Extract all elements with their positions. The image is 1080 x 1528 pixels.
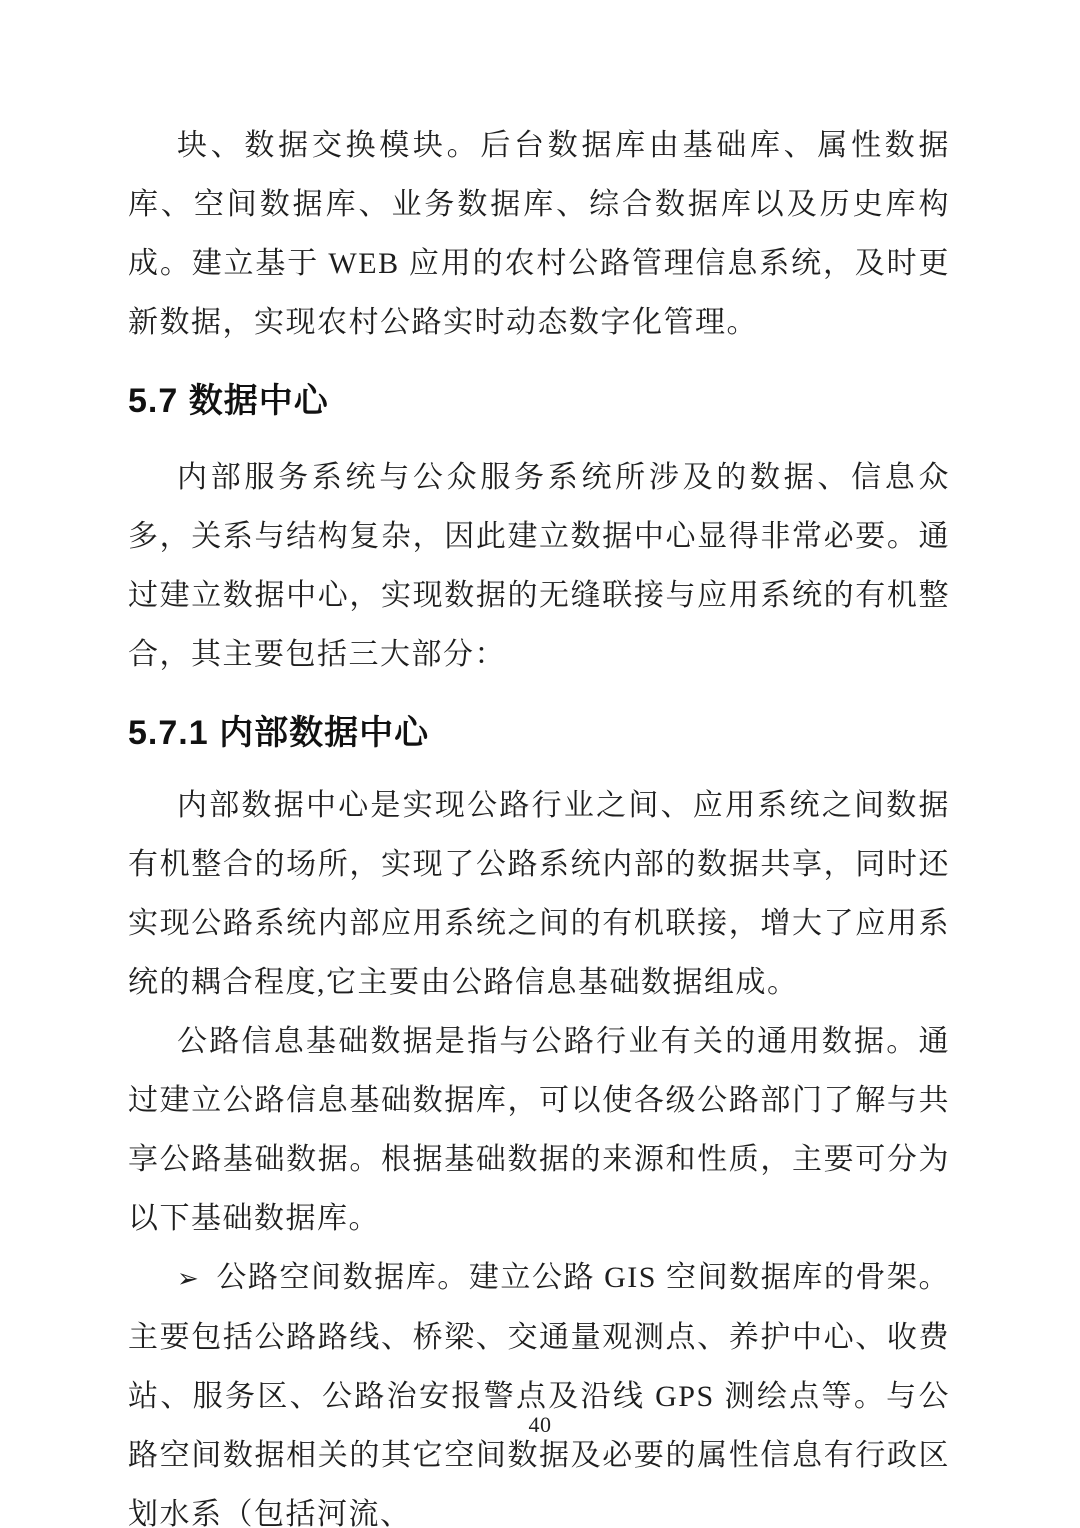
bullet-item-spatial-database bbox=[128, 1248, 950, 1528]
paragraph-data-center-necessity: 内部服务系统与公众服务系统所涉及的数据、信息众多，关系与结构复杂，因此建立数据中心显得非常必要。通过建立数据中心，实现数据的无缝联接与应用系统的有机整合，其主要包括三大部分： bbox=[128, 461, 950, 671]
paragraph-highway-basic-data: 公路信息基础数据是指与公路行业有关的通用数据。通过建立公路信息基础数据库，可以使各级公路部门了解与共享公路基础数据。根据基础数据的来源和性质，主要可分为以下基础数据库。 bbox=[128, 1025, 950, 1235]
paragraph-internal-data-center-role: 内部数据中心是实现公路行业之间、应用系统之间数据有机整合的场所，实现了公路系统内部的数据共享，同时还实现公路系统内部应用系统之间的有机联接，增大了应用系统的耦合程度,它主要由公路信息基础数据组成。 bbox=[128, 789, 950, 999]
arrowhead-bullet-icon: ➢ bbox=[177, 1264, 201, 1293]
section-heading-5-7-1-internal-data-center: 5.7.1 内部数据中心 bbox=[128, 714, 430, 752]
page-number: 40 bbox=[528, 1412, 552, 1437]
bullet-item-text: 公路空间数据库。建立公路 GIS 空间数据库的骨架。主要包括公路路线、桥梁、交通量观测点、养护中心、收费站、服务区、公路治安报警点及沿线 GPS 测绘点等。与公路空间数据相关的其它空间数据及必要的属性信息有行政区划水系（包括河流、 bbox=[128, 1261, 950, 1528]
paragraph-database-modules: 块、数据交换模块。后台数据库由基础库、属性数据库、空间数据库、业务数据库、综合数据库以及历史库构成。建立基于 WEB 应用的农村公路管理信息系统，及时更新数据，实现农村公路实时动态数字化管理。 bbox=[128, 129, 950, 339]
section-heading-5-7-data-center: 5.7 数据中心 bbox=[128, 382, 329, 420]
